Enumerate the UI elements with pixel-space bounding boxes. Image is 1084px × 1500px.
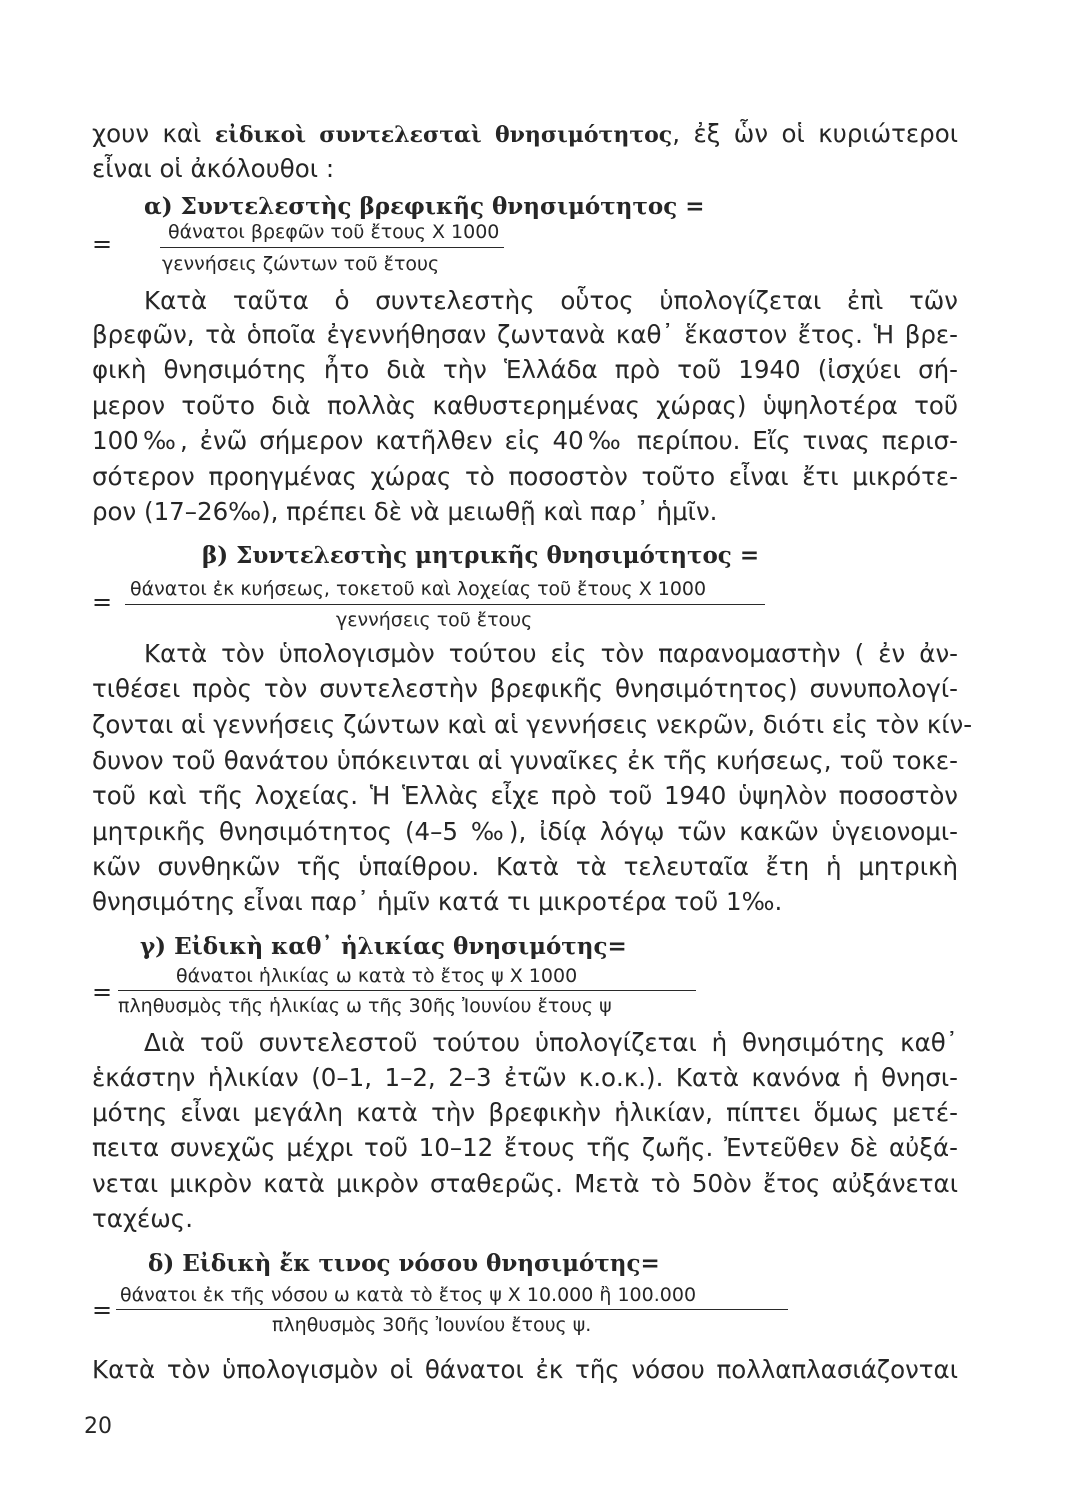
section-c-paragraph-line: πειτα συνεχῶς μέχρι τοῦ 10–12 ἔτους τῆς ζωῆς. Ἐντεῦθεν δὲ αὐξά- — [92, 1133, 958, 1162]
section-a-paragraph-line: ρον (17–26‰), πρέπει δὲ νὰ μειωθῇ καὶ παρ᾽ ἡμῖν. — [92, 497, 718, 526]
section-c-paragraph-line: μότης εἶναι μεγάλη κατὰ τὴν βρεφικὴν ἡλικίαν, πίπτει ὅμως μετέ- — [92, 1098, 958, 1127]
section-d-fraction-bar — [116, 1309, 788, 1310]
section-c-paragraph-line: Διὰ τοῦ συντελεστοῦ τούτου ὑπολογίζεται ἡ θνησιμότης καθ᾽ — [144, 1028, 958, 1057]
section-b-paragraph-line: Κατὰ τὸν ὑπολογισμὸν τούτου εἰς τὸν παρανομαστὴν ( ἐν ἀν- — [144, 639, 958, 668]
section-d-numerator: θάνατοι ἐκ τῆς νόσου ω κατὰ τὸ ἔτος ψ X 10.000 ἢ 100.000 — [120, 1284, 697, 1306]
section-c-paragraph-line: ταχέως. — [92, 1204, 193, 1233]
section-c-numerator: θάνατοι ἡλικίας ω κατὰ τὸ ἔτος ψ X 1000 — [176, 965, 578, 987]
section-b-paragraph-line: τοῦ καὶ τῆς λοχείας. Ἡ Ἑλλὰς εἶχε πρὸ τοῦ 1940 ὑψηλὸν ποσοστὸν — [92, 781, 958, 810]
section-a-equals: = — [92, 230, 113, 258]
section-a-denominator: γεννήσεις ζώντων τοῦ ἔτους — [162, 253, 440, 275]
section-b-equals: = — [92, 588, 113, 616]
section-d-denominator: πληθυσμὸς 30ῆς Ἰουνίου ἔτους ψ. — [272, 1314, 592, 1336]
section-b-numerator: θάνατοι ἐκ κυήσεως, τοκετοῦ καὶ λοχείας τοῦ ἔτους X 1000 — [130, 578, 707, 600]
section-b-paragraph-line: ζονται αἱ γεννήσεις ζώντων καὶ αἱ γεννήσεις νεκρῶν, διότι εἰς τὸν κίν- — [92, 710, 973, 739]
section-a-heading: α) Συντελεστὴς βρεφικῆς θνησιμότητος = — [144, 193, 705, 220]
section-c-fraction-bar — [118, 990, 696, 991]
section-c-equals: = — [92, 978, 113, 1006]
section-b-denominator: γεννήσεις τοῦ ἔτους — [336, 609, 533, 631]
section-b-heading: β) Συντελεστὴς μητρικῆς θνησιμότητος = — [202, 542, 760, 569]
section-a-paragraph-line: 100‰, ἐνῶ σήμερον κατῆλθεν εἰς 40‰ περίπου. Εἴς τινας περισ- — [92, 426, 958, 455]
section-c-heading: γ) Εἰδικὴ καθ᾽ ἡλικίας θνησιμότης= — [140, 933, 627, 960]
section-a-paragraph-line: φικὴ θνησιμότης ἦτο διὰ τὴν Ἑλλάδα πρὸ τοῦ 1940 (ἰσχύει σή- — [92, 355, 958, 384]
section-a-numerator: θάνατοι βρεφῶν τοῦ ἔτους X 1000 — [168, 221, 500, 243]
section-b-fraction-bar — [125, 604, 765, 605]
section-b-paragraph-line: θνησιμότης εἶναι παρ᾽ ἡμῖν κατά τι μικροτέρα τοῦ 1‰. — [92, 887, 783, 916]
section-d-heading: δ) Εἰδικὴ ἔκ τινος νόσου θνησιμότης= — [148, 1250, 660, 1277]
section-b-paragraph-line: τιθέσει πρὸς τὸν συντελεστὴν βρεφικῆς θνησιμότητος) συνυπολογί- — [92, 674, 958, 703]
section-a-fraction-bar — [160, 247, 504, 248]
section-a-paragraph-line: βρεφῶν, τὰ ὁποῖα ἐγεννήθησαν ζωντανὰ καθ᾽ ἕκαστον ἔτος. Ἡ βρε- — [92, 320, 958, 349]
section-b-paragraph-line: κῶν συνθηκῶν τῆς ὑπαίθρου. Κατὰ τὰ τελευταῖα ἔτη ἡ μητρικὴ — [92, 852, 958, 881]
section-a-paragraph-line: σότερον προηγμένας χώρας τὸ ποσοστὸν τοῦτο εἶναι ἔτι μικρότε- — [92, 462, 958, 491]
intro-line-2: εἶναι οἱ ἀκόλουθοι : — [92, 154, 335, 183]
section-d-paragraph-line: Κατὰ τὸν ὑπολογισμὸν οἱ θάνατοι ἐκ τῆς νόσου πολλαπλασιάζονται — [92, 1355, 958, 1384]
section-a-paragraph-line: Κατὰ ταῦτα ὁ συντελεστὴς οὗτος ὑπολογίζεται ἐπὶ τῶν — [144, 286, 958, 315]
section-c-paragraph-line: ἑκάστην ἡλικίαν (0–1, 1–2, 2–3 ἐτῶν κ.ο.κ.). Κατὰ κανόνα ἡ θνησι- — [92, 1063, 958, 1092]
intro-line-1-end: , ἐξ ὧν οἱ κυριώτεροι — [672, 119, 959, 148]
section-c-paragraph-line: νεται μικρὸν κατὰ μικρὸν σταθερῶς. Μετὰ τὸ 50ὸν ἔτος αὐξάνεται — [92, 1169, 958, 1198]
section-c-denominator: πληθυσμὸς τῆς ἡλικίας ω τῆς 30ῆς Ἰουνίου ἔτους ψ — [118, 995, 612, 1017]
intro-line-1-start: χουν καὶ — [92, 119, 215, 148]
section-b-paragraph-line: δυνον τοῦ θανάτου ὑπόκεινται αἱ γυναῖκες ἐκ τῆς κυήσεως, τοῦ τοκε- — [92, 746, 958, 775]
section-b-paragraph-line: μητρικῆς θνησιμότητος (4–5 ‰), ἰδίᾳ λόγῳ τῶν κακῶν ὑγειονομι- — [92, 817, 958, 846]
intro-bold-term: εἰδικοὶ συντελεσταὶ θνησιμότητος — [214, 122, 673, 148]
page-number: 20 — [84, 1414, 112, 1439]
section-a-paragraph-line: μερον τοῦτο διὰ πολλὰς καθυστερημένας χώρας) ὑψηλοτέρα τοῦ — [92, 391, 958, 420]
intro-line-1 — [92, 114, 958, 154]
section-d-equals: = — [92, 1296, 113, 1324]
